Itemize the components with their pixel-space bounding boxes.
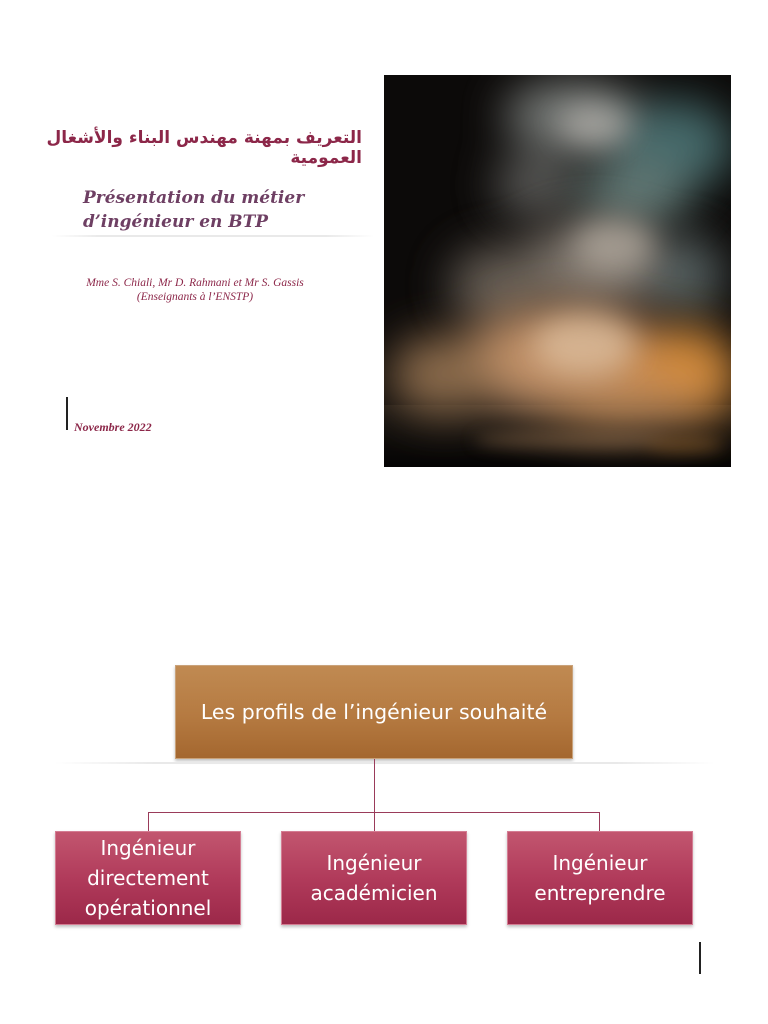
connector-line [374,759,375,831]
connector-line [148,812,149,831]
child-label-line: entreprendre [534,881,666,905]
child-label-line: directement [87,866,209,890]
authors-line1: Mme S. Chiali, Mr D. Rahmani et Mr S. Gassis [86,277,304,289]
french-title-line1: Présentation du métier [83,188,305,208]
child-label-line: Ingénieur [100,836,196,860]
smoke-photo [384,75,731,467]
divider [52,235,374,237]
org-chart-root [175,665,573,759]
org-chart-child-label [310,848,437,908]
org-chart-child-label [85,833,212,923]
child-label-line: académicien [310,881,438,905]
divider [55,762,715,764]
org-chart-root-label: Les profils de l’ingénieur souhaité [200,700,548,724]
org-chart-child-academicien [281,831,467,925]
child-label-line: opérationnel [84,896,212,920]
connector-line [148,812,600,813]
child-label-line: Ingénieur [326,851,422,875]
child-label-line: Ingénieur [552,851,648,875]
org-chart-child-label [534,848,665,908]
french-title-line2: d’ingénieur en BTP [83,212,269,232]
authors-line2: (Enseignants à l’ENSTP) [136,291,254,303]
text-cursor [66,397,68,430]
french-title [83,186,373,234]
org-chart-child-entreprendre [507,831,693,925]
date: Novembre 2022 [74,420,152,434]
arabic-title: التعريف بمهنة مهندس البناء والأشغال العمومية [46,128,362,168]
connector-line [599,812,600,831]
authors [40,276,350,304]
org-chart-child-operationnel [55,831,241,925]
text-cursor [699,942,701,974]
